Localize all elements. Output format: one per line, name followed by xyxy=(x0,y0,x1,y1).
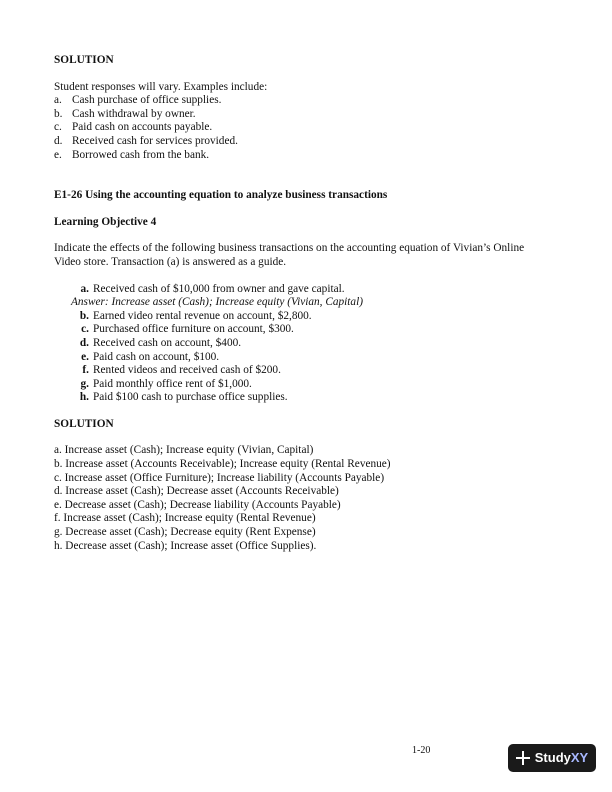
solution-line: h. Decrease asset (Cash); Increase asset (Office Supplies). xyxy=(54,539,317,552)
brand-name: StudyXY xyxy=(534,750,589,766)
transactions-list xyxy=(54,283,564,297)
list-item: c. Paid cash on accounts payable. xyxy=(54,121,213,134)
solution-line: f. Increase asset (Cash); Increase equity (Rental Revenue) xyxy=(54,512,316,525)
solution-line: a. Increase asset (Cash); Increase equity (Vivian, Capital) xyxy=(54,444,314,457)
list-item: f. Rented videos and received cash of $200. xyxy=(82,364,281,377)
studyxy-logo[interactable] xyxy=(508,744,596,772)
list-item: h. Paid $100 cash to purchase office supplies. xyxy=(79,391,288,404)
examples-intro: Student responses will vary. Examples include: xyxy=(54,80,268,93)
solution-line: g. Decrease asset (Cash); Decrease equity (Rent Expense) xyxy=(54,526,316,539)
solution-lines xyxy=(54,444,564,553)
instructions: Indicate the effects of the following business transactions on the accounting equation of Vivian’s Online Video store. Transaction (a) is answered as a guide. xyxy=(54,242,525,268)
solution-heading-1: SOLUTION xyxy=(54,54,114,66)
list-item: d. Received cash for services provided. xyxy=(54,134,238,147)
list-item: b. Cash withdrawal by owner. xyxy=(54,107,196,120)
page-number: 1-20 xyxy=(412,745,431,756)
document-page xyxy=(54,54,564,553)
examples-list xyxy=(54,94,564,162)
list-item: b. Earned video rental revenue on account, $2,800. xyxy=(79,309,312,322)
solution-line: c. Increase asset (Office Furniture); Increase liability (Accounts Payable) xyxy=(54,471,385,484)
solution-line: e. Decrease asset (Cash); Decrease liability (Accounts Payable) xyxy=(54,498,341,511)
answer-guide: Answer: Increase asset (Cash); Increase equity (Vivian, Capital) xyxy=(71,296,363,309)
solution-line: b. Increase asset (Accounts Receivable); Increase equity (Rental Revenue) xyxy=(54,458,391,471)
list-item: e. Borrowed cash from the bank. xyxy=(54,148,210,161)
plus-icon xyxy=(516,751,530,765)
list-item: a. Received cash of $10,000 from owner and gave capital. xyxy=(80,282,345,295)
list-item: e. Paid cash on account, $100. xyxy=(81,350,220,363)
exercise-title: E1-26 Using the accounting equation to analyze business transactions xyxy=(54,189,388,202)
transactions-list-rest xyxy=(54,310,564,405)
solution-heading-2: SOLUTION xyxy=(54,417,114,430)
learning-objective: Learning Objective 4 xyxy=(54,215,157,228)
list-item: g. Paid monthly office rent of $1,000. xyxy=(80,377,252,390)
list-item: a. Cash purchase of office supplies. xyxy=(54,94,222,107)
list-item: c. Purchased office furniture on account, $300. xyxy=(81,323,294,336)
solution-line: d. Increase asset (Cash); Decrease asset (Accounts Receivable) xyxy=(54,485,339,498)
list-item: d. Received cash on account, $400. xyxy=(79,336,242,349)
